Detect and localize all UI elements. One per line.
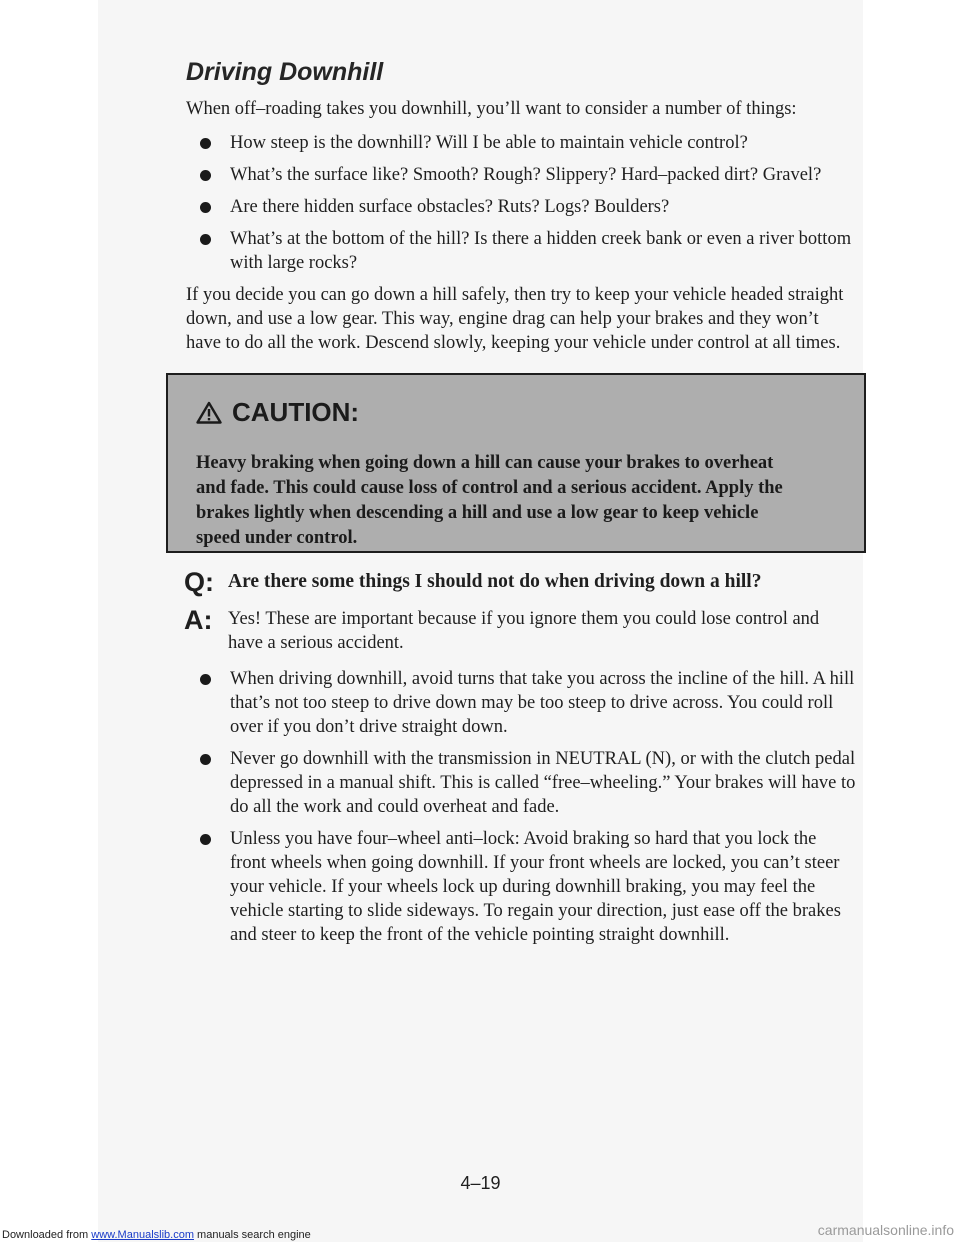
manualslib-link[interactable]: www.Manualslib.com — [91, 1229, 194, 1241]
intro-paragraph: When off–roading takes you downhill, you’ll want to consider a number of things: — [186, 99, 797, 119]
list-item: Are there hidden surface obstacles? Ruts? Logs? Boulders? — [186, 195, 856, 219]
list-item: When driving downhill, avoid turns that take you across the incline of the hill. A hill that’s not too steep to drive down may be too steep to drive across. You could roll over if you don’t drive straight down. — [186, 667, 856, 739]
bullet-icon — [200, 202, 211, 213]
bullet-icon — [200, 674, 211, 685]
list-item: Never go downhill with the transmission in NEUTRAL (N), or with the clutch pedal depressed in a manual shift. This is called “free–wheeling.” Your brakes will have to do all the work and could overheat and fade. — [186, 747, 856, 819]
warning-triangle-icon — [196, 401, 222, 424]
bullet-icon — [200, 754, 211, 765]
bullet-icon — [200, 234, 211, 245]
answer-label: A: — [184, 605, 213, 635]
answer-row — [186, 607, 856, 655]
answer-text: Yes! These are important because if you ignore them you could lose control and have a serious accident. — [228, 609, 820, 653]
list-item: What’s the surface like? Smooth? Rough? Slippery? Hard–packed dirt? Gravel? — [186, 163, 856, 187]
question-label: Q: — [184, 567, 214, 597]
manual-page — [98, 0, 863, 1242]
download-header: Downloaded from www.Manualslib.com manuals search engine — [2, 1229, 311, 1241]
question-text: Are there some things I should not do when driving down a hill? — [228, 571, 762, 592]
bullet-icon — [200, 834, 211, 845]
watermark: carmanualsonline.info — [817, 1222, 954, 1238]
list-item: How steep is the downhill? Will I be able to maintain vehicle control? — [186, 131, 856, 155]
caution-title: CAUTION: — [196, 397, 359, 428]
considerations-list — [186, 131, 856, 275]
question-answer — [186, 569, 856, 655]
section-heading: Driving Downhill — [186, 58, 384, 86]
bullet-icon — [200, 170, 211, 181]
page-content — [186, 58, 856, 955]
descend-paragraph: If you decide you can go down a hill safely, then try to keep your vehicle headed straight down, and use a low gear. This way, engine drag can help your brakes and they won’t have to do all the work. Descend slowly, keeping your vehicle under control at all times. — [186, 285, 844, 353]
bullet-icon — [200, 138, 211, 149]
tips-list — [186, 667, 856, 947]
page-number: 4–19 — [460, 1173, 501, 1193]
caution-text: Heavy braking when going down a hill can cause your brakes to overheat and fade. This could cause loss of control and a serious accident. Apply the brakes lightly when descending a hill and use a low gear to keep vehicle speed under control. — [196, 453, 783, 548]
caution-box — [166, 373, 866, 553]
list-item: Unless you have four–wheel anti–lock: Avoid braking so hard that you lock the front wheels when going downhill. If your front wheels are locked, you can’t steer your vehicle. If your wheels lock up during downhill braking, you may feel the vehicle starting to slide sideways. To regain your direction, just ease off the brakes and steer to keep the front of the vehicle pointing straight downhill. — [186, 827, 856, 947]
question-row — [186, 569, 856, 595]
list-item: What’s at the bottom of the hill? Is there a hidden creek bank or even a river bottom with large rocks? — [186, 227, 856, 275]
